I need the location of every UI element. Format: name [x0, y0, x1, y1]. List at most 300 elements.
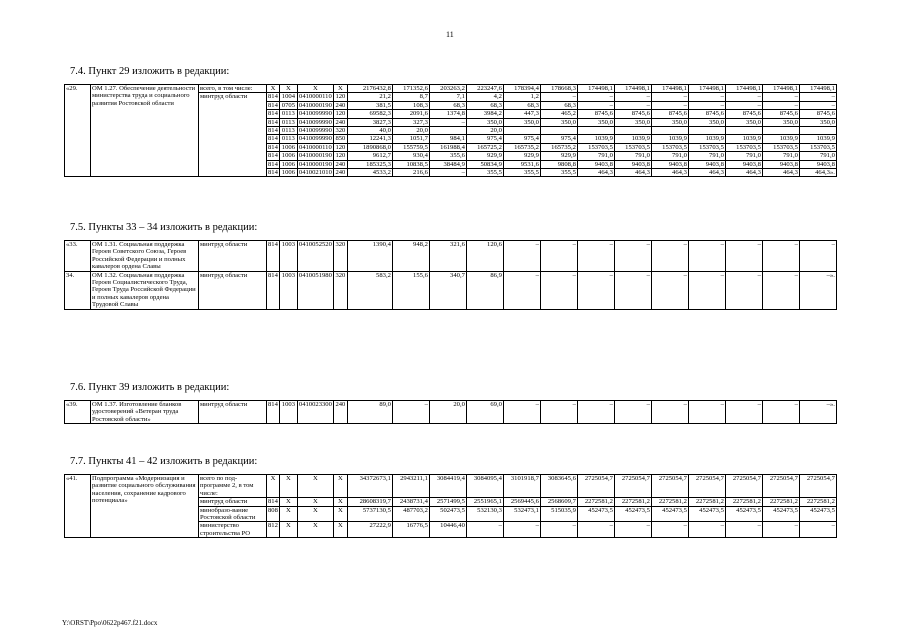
- amount-cell: 178668,3: [540, 85, 577, 93]
- amount-cell: 1039,9: [725, 135, 762, 143]
- csr-code: 0410023300: [297, 401, 333, 424]
- amount-cell: –: [577, 241, 614, 272]
- grbs-code: 814: [267, 401, 280, 424]
- rzpr-code: 0113: [279, 127, 297, 135]
- grbs-code: 814: [268, 110, 278, 118]
- row-number: «29.: [65, 85, 91, 177]
- amount-cell: 161988,4: [429, 143, 466, 151]
- grbs-code: 814: [268, 135, 278, 143]
- amount-cell: 108,3: [392, 101, 429, 109]
- amount-cell: –: [651, 271, 688, 309]
- section-heading-7-5: 7.5. Пункты 33 – 34 изложить в редакции:: [70, 222, 258, 233]
- amount-cell: –: [762, 271, 799, 309]
- amount-cell: 791,0: [577, 152, 614, 160]
- executor-cell: всего по под-программе 2, в том числе:: [199, 475, 267, 498]
- amount-cell: 3101918,7: [503, 475, 540, 498]
- executor-cell: минтруд области: [199, 401, 267, 424]
- grbs-code: 814: [268, 160, 278, 168]
- csr-code: Х: [297, 506, 333, 522]
- amount-cell: –: [651, 522, 688, 538]
- grbs-code: 808: [267, 506, 280, 522]
- executor-cell: министерство строительства РО: [199, 522, 267, 538]
- amount-cell: –: [614, 522, 651, 538]
- amount-cell: 2091,6: [392, 110, 429, 118]
- amount-cell: 21,2: [347, 93, 392, 101]
- csr-code: 0410000190: [298, 160, 332, 168]
- amount-cell: 464,3».: [799, 169, 836, 177]
- amount-cell: 223247,6: [466, 85, 503, 93]
- amount-cell: –: [429, 118, 466, 126]
- amount-cell: 464,3: [614, 169, 651, 177]
- amount-cell: –: [725, 522, 762, 538]
- grbs-code: 814: [268, 143, 278, 151]
- grbs-code: Х: [267, 475, 280, 498]
- amount-cell: 2725054,7: [762, 475, 799, 498]
- amount-cell: –: [651, 93, 688, 101]
- grbs-code: 814: [268, 93, 278, 101]
- row-number: «39.: [65, 401, 91, 424]
- amount-cell: –: [725, 401, 762, 424]
- vr-code: 320: [333, 271, 347, 309]
- amount-cell: 350,0: [762, 118, 799, 126]
- budget-table-items-33-34: [64, 240, 837, 310]
- amount-cell: 153703,5: [614, 143, 651, 151]
- amount-cell: 2725054,7: [614, 475, 651, 498]
- amount-cell: 120,6: [466, 241, 503, 272]
- amount-cell: 38484,9: [429, 160, 466, 168]
- amount-cell: –: [614, 241, 651, 272]
- amount-cell: –: [725, 101, 762, 109]
- amount-cell: 452473,5: [651, 506, 688, 522]
- amount-cell: 1,2: [503, 93, 540, 101]
- amount-cell: –: [799, 101, 836, 109]
- amount-cell: 165735,2: [540, 143, 577, 151]
- vr-code: 240: [333, 101, 347, 109]
- amount-cell: –: [540, 271, 577, 309]
- measure-name: ОМ 1.31. Социальная поддержка Героев Советского Союза, Героев Российской Федерации и полных кавалеров ордена Славы: [91, 241, 199, 272]
- vr-code: 320: [333, 127, 347, 135]
- row-number: «41.: [65, 475, 91, 538]
- amount-cell: 1390,4: [347, 241, 392, 272]
- amount-cell: 9403,8: [762, 160, 799, 168]
- amount-cell: [725, 127, 762, 135]
- amount-cell: 203263,2: [429, 85, 466, 93]
- amount-cell: 153703,5: [651, 143, 688, 151]
- vr-code: 240: [333, 160, 347, 168]
- amount-cell: 3827,3: [347, 118, 392, 126]
- table-row: [65, 271, 837, 309]
- section-heading-7-7: 7.7. Пункты 41 – 42 изложить в редакции:: [70, 456, 258, 467]
- amount-cell: 2272581,2: [577, 498, 614, 506]
- amount-cell: 9531,6: [503, 160, 540, 168]
- rzpr-code: Х: [279, 85, 297, 93]
- measure-name: ОМ 1.27. Обеспечение деятельности министерства труда и социального развития Ростовской области: [91, 85, 199, 177]
- amount-cell: 464,3: [577, 169, 614, 177]
- rzpr-code: Х: [279, 506, 297, 522]
- amount-cell: 350,0: [725, 118, 762, 126]
- amount-cell: 178394,4: [503, 85, 540, 93]
- amount-cell: 9403,8: [614, 160, 651, 168]
- row-number: «33.: [65, 241, 91, 272]
- csr-code: 0410099990: [298, 118, 332, 126]
- grbs-code: 814: [268, 127, 278, 135]
- amount-cell: –: [762, 101, 799, 109]
- amount-cell: 327,3: [392, 118, 429, 126]
- grbs-code: 814: [268, 152, 278, 160]
- csr-code: 0410099990: [298, 127, 332, 135]
- rzpr-code: Х: [279, 522, 297, 538]
- amount-cell: –: [688, 522, 725, 538]
- amount-cell: 350,0: [799, 118, 836, 126]
- amount-cell: 20,0: [466, 127, 503, 135]
- csr-code: Х: [297, 85, 333, 93]
- amount-cell: 975,4: [466, 135, 503, 143]
- executor-cell: минтруд области: [199, 498, 267, 506]
- amount-cell: 929,9: [466, 152, 503, 160]
- amount-cell: –: [392, 401, 429, 424]
- amount-cell: 515035,9: [540, 506, 577, 522]
- amount-cell: –: [799, 522, 836, 538]
- amount-cell: 153703,5: [725, 143, 762, 151]
- vr-code: Х: [333, 498, 347, 506]
- amount-cell: –: [577, 522, 614, 538]
- amount-cell: 174498,1: [762, 85, 799, 93]
- amount-cell: –: [651, 241, 688, 272]
- measure-name: ОМ 1.32. Социальная поддержка Героев Социалистического Труда, Героев Труда Российской Федерации и полных кавалеров ордена Трудовой Славы: [91, 271, 199, 309]
- amount-cell: 465,2: [540, 110, 577, 118]
- amount-cell: 89,0: [347, 401, 392, 424]
- amount-cell: 2568609,7: [540, 498, 577, 506]
- amount-cell: 174498,1: [725, 85, 762, 93]
- amount-cell: –: [503, 522, 540, 538]
- amount-cell: 10446,40: [429, 522, 466, 538]
- amount-cell: [429, 127, 466, 135]
- amount-cell: 174498,1: [799, 85, 836, 93]
- amount-cell: 9808,8: [540, 160, 577, 168]
- amount-cell: 929,9: [503, 152, 540, 160]
- amount-cell: 4533,2: [347, 169, 392, 177]
- amount-cell: 464,3: [688, 169, 725, 177]
- amount-cell: 791,0: [725, 152, 762, 160]
- amount-cell: 10838,5: [392, 160, 429, 168]
- amount-cell: 2725054,7: [651, 475, 688, 498]
- grbs-code: 814: [267, 241, 280, 272]
- amount-cell: 355,6: [429, 152, 466, 160]
- amount-cell: 350,0: [503, 118, 540, 126]
- amount-cell: 153703,5: [577, 143, 614, 151]
- amount-cell: 452473,5: [799, 506, 836, 522]
- vr-code: 850: [333, 135, 347, 143]
- amount-cell: 40,0: [347, 127, 392, 135]
- amount-cell: 340,7: [429, 271, 466, 309]
- amount-cell: 8745,6: [688, 110, 725, 118]
- amount-cell: 2943211,1: [392, 475, 429, 498]
- amount-cell: 791,0: [651, 152, 688, 160]
- amount-cell: 68,3: [503, 101, 540, 109]
- amount-cell: 355,5: [503, 169, 540, 177]
- rzpr-code: 1003: [279, 271, 297, 309]
- amount-cell: [688, 127, 725, 135]
- amount-cell: 1374,8: [429, 110, 466, 118]
- vr-code: Х: [333, 85, 347, 93]
- amount-cell: 452473,5: [762, 506, 799, 522]
- amount-cell: 9403,8: [577, 160, 614, 168]
- budget-table-item-39: [64, 400, 837, 424]
- amount-cell: 9403,8: [725, 160, 762, 168]
- amount-cell: 9403,8: [688, 160, 725, 168]
- vr-code: 120: [333, 110, 347, 118]
- amount-cell: 1039,9: [614, 135, 651, 143]
- amount-cell: 171352,6: [392, 85, 429, 93]
- amount-cell: 2725054,7: [725, 475, 762, 498]
- amount-cell: –: [651, 101, 688, 109]
- budget-table-items-41-42: [64, 474, 837, 538]
- amount-cell: 2272581,2: [725, 498, 762, 506]
- file-path-footer: Y:\ORST\Ppo\0622p467.f21.docx: [62, 619, 158, 627]
- vr-code: Х: [333, 522, 347, 538]
- vr-code: 240: [333, 118, 347, 126]
- amount-cell: 350,0: [577, 118, 614, 126]
- csr-code: 0410099990: [298, 135, 332, 143]
- amount-cell: 350,0: [614, 118, 651, 126]
- amount-cell: –: [725, 271, 762, 309]
- amount-cell: 4,2: [466, 93, 503, 101]
- amount-cell: 28608319,7: [347, 498, 392, 506]
- amount-cell: 153703,5: [762, 143, 799, 151]
- amount-cell: 68,3: [429, 101, 466, 109]
- amount-cell: –: [725, 93, 762, 101]
- amount-cell: 174498,1: [577, 85, 614, 93]
- amount-cell: 464,3: [762, 169, 799, 177]
- vr-code: 240: [333, 169, 347, 177]
- amount-cell: –: [614, 93, 651, 101]
- table-row: [65, 241, 837, 272]
- rzpr-code: 1003: [279, 241, 297, 272]
- amount-cell: 487703,2: [392, 506, 429, 522]
- amount-cell: 68,3: [540, 101, 577, 109]
- rzpr-code: 1006: [279, 160, 297, 168]
- grbs-code: 812: [267, 522, 280, 538]
- csr-code: 0410000110: [299, 143, 332, 151]
- amount-cell: [762, 127, 799, 135]
- amount-cell: –: [540, 93, 577, 101]
- csr-code: Х: [297, 475, 333, 498]
- amount-cell: –: [799, 241, 836, 272]
- amount-cell: 3083645,6: [540, 475, 577, 498]
- amount-cell: –: [503, 401, 540, 424]
- executor-cell: минобразо-вание Ростовской области: [199, 506, 267, 522]
- amount-cell: 2438731,4: [392, 498, 429, 506]
- amount-cell: 452473,5: [725, 506, 762, 522]
- amount-cell: 86,9: [466, 271, 503, 309]
- amount-cell: 1039,9: [799, 135, 836, 143]
- amount-cell: 2725054,7: [799, 475, 836, 498]
- amount-cell: 1039,9: [577, 135, 614, 143]
- amount-cell: 34372673,1: [347, 475, 392, 498]
- amount-cell: 165725,2: [466, 143, 503, 151]
- amount-cell: 2569445,6: [503, 498, 540, 506]
- measure-name: Подпрограмма «Модернизация и развитие социального обслуживания населения, сохранение кадрового потенциала»: [91, 475, 199, 538]
- amount-cell: –: [799, 93, 836, 101]
- amount-cell: [503, 127, 540, 135]
- amount-cell: 791,0: [614, 152, 651, 160]
- amount-cell: –: [651, 401, 688, 424]
- rzpr-code: 1004: [279, 93, 297, 101]
- amount-cell: –: [688, 401, 725, 424]
- executor-cell: всего, в том числе:: [199, 85, 267, 93]
- rzpr-code: 1006: [279, 143, 297, 151]
- grbs-code: 814: [267, 271, 280, 309]
- rzpr-code: 0705: [279, 101, 297, 109]
- amount-cell: 20,0: [429, 401, 466, 424]
- amount-cell: 8,7: [392, 93, 429, 101]
- amount-cell: 165735,2: [503, 143, 540, 151]
- amount-cell: 350,0: [540, 118, 577, 126]
- amount-cell: 1890868,0: [347, 143, 392, 151]
- amount-cell: –».: [799, 271, 836, 309]
- rzpr-code: 1003: [279, 401, 297, 424]
- amount-cell: 9403,8: [799, 160, 836, 168]
- amount-cell: 791,0: [762, 152, 799, 160]
- amount-cell: 583,2: [347, 271, 392, 309]
- amount-cell: –: [614, 401, 651, 424]
- grbs-code: 814: [268, 498, 278, 506]
- amount-cell: –: [688, 93, 725, 101]
- csr-code: 0410099990: [298, 110, 332, 118]
- amount-cell: [577, 127, 614, 135]
- amount-cell: 8745,6: [651, 110, 688, 118]
- grbs-code: Х: [267, 85, 280, 93]
- amount-cell: 2272581,2: [762, 498, 799, 506]
- section-heading-7-4: 7.4. Пункт 29 изложить в редакции:: [70, 66, 230, 77]
- amount-cell: –: [688, 271, 725, 309]
- rzpr-code: Х: [279, 475, 297, 498]
- amount-cell: 452473,5: [688, 506, 725, 522]
- amount-cell: 2725054,7: [577, 475, 614, 498]
- csr-code: 0410052520: [297, 241, 333, 272]
- budget-table-item-29: [64, 84, 837, 177]
- amount-cell: [540, 127, 577, 135]
- vr-code: 120: [333, 143, 347, 151]
- amount-cell: 174498,1: [688, 85, 725, 93]
- table-row: [65, 475, 837, 498]
- amount-cell: 1039,9: [688, 135, 725, 143]
- amount-cell: 975,4: [540, 135, 577, 143]
- amount-cell: –: [540, 522, 577, 538]
- amount-cell: –: [503, 241, 540, 272]
- amount-cell: –: [614, 271, 651, 309]
- amount-cell: 984,1: [429, 135, 466, 143]
- amount-cell: –: [688, 241, 725, 272]
- amount-cell: 1039,9: [762, 135, 799, 143]
- amount-cell: 153703,5: [799, 143, 836, 151]
- amount-cell: –: [429, 169, 466, 177]
- amount-cell: 2272581,2: [651, 498, 688, 506]
- rzpr-code: 1006: [279, 152, 297, 160]
- amount-cell: 27222,9: [347, 522, 392, 538]
- table-row: [65, 85, 837, 93]
- amount-cell: 791,0: [688, 152, 725, 160]
- vr-code: Х: [333, 475, 347, 498]
- amount-cell: –: [540, 401, 577, 424]
- amount-cell: 3984,2: [466, 110, 503, 118]
- row-number: 34.: [65, 271, 91, 309]
- amount-cell: –: [466, 522, 503, 538]
- csr-code: Х: [297, 522, 333, 538]
- amount-cell: –: [540, 241, 577, 272]
- amount-cell: –: [762, 522, 799, 538]
- executor-cell: минтруд области: [199, 241, 267, 272]
- amount-cell: 321,6: [429, 241, 466, 272]
- csr-code: 0410000110: [299, 93, 332, 101]
- grbs-code: 814: [268, 101, 278, 109]
- amount-cell: –: [762, 401, 799, 424]
- csr-code: 0410021010: [298, 169, 332, 177]
- amount-cell: 355,5: [540, 169, 577, 177]
- amount-cell: 791,0: [799, 152, 836, 160]
- amount-cell: 9612,7: [347, 152, 392, 160]
- amount-cell: 2272581,2: [799, 498, 836, 506]
- vr-code: 240: [333, 401, 347, 424]
- amount-cell: 464,3: [725, 169, 762, 177]
- page-number: 11: [446, 30, 454, 39]
- amount-cell: 1039,9: [651, 135, 688, 143]
- amount-cell: –: [577, 101, 614, 109]
- csr-code: Х: [297, 498, 333, 506]
- amount-cell: 532130,3: [466, 506, 503, 522]
- amount-cell: 69582,3: [347, 110, 392, 118]
- amount-cell: 8745,6: [725, 110, 762, 118]
- table-row: [65, 401, 837, 424]
- amount-cell: –: [577, 401, 614, 424]
- amount-cell: 2725054,7: [688, 475, 725, 498]
- measure-name: ОМ 1.37. Изготовление бланков удостоверений «Ветеран труда Ростовской области»: [91, 401, 199, 424]
- amount-cell: 948,2: [392, 241, 429, 272]
- rzpr-code: Х: [279, 498, 297, 506]
- rzpr-code: 1006: [279, 169, 297, 177]
- amount-cell: 69,0: [466, 401, 503, 424]
- amount-cell: 2272581,2: [688, 498, 725, 506]
- amount-cell: 452473,5: [577, 506, 614, 522]
- amount-cell: 20,0: [392, 127, 429, 135]
- amount-cell: [799, 127, 836, 135]
- amount-cell: 8745,6: [762, 110, 799, 118]
- amount-cell: –: [577, 93, 614, 101]
- csr-code: 0410051980: [297, 271, 333, 309]
- amount-cell: 8745,6: [799, 110, 836, 118]
- amount-cell: –: [762, 93, 799, 101]
- vr-code: 320: [333, 241, 347, 272]
- amount-cell: 350,0: [466, 118, 503, 126]
- csr-code: 0410000190: [298, 152, 332, 160]
- amount-cell: 216,6: [392, 169, 429, 177]
- amount-cell: 464,3: [651, 169, 688, 177]
- amount-cell: 2272581,2: [614, 498, 651, 506]
- executor-cell: минтруд области: [199, 271, 267, 309]
- amount-cell: 381,5: [347, 101, 392, 109]
- amount-cell: 532473,1: [503, 506, 540, 522]
- amount-cell: –: [725, 241, 762, 272]
- amount-cell: 452473,5: [614, 506, 651, 522]
- amount-cell: 12241,3: [347, 135, 392, 143]
- amount-cell: 185325,3: [347, 160, 392, 168]
- rzpr-code: 0113: [279, 110, 297, 118]
- amount-cell: 174498,1: [614, 85, 651, 93]
- amount-cell: –».: [799, 401, 836, 424]
- amount-cell: 50834,9: [466, 160, 503, 168]
- amount-cell: 3084419,4: [429, 475, 466, 498]
- amount-cell: 68,3: [466, 101, 503, 109]
